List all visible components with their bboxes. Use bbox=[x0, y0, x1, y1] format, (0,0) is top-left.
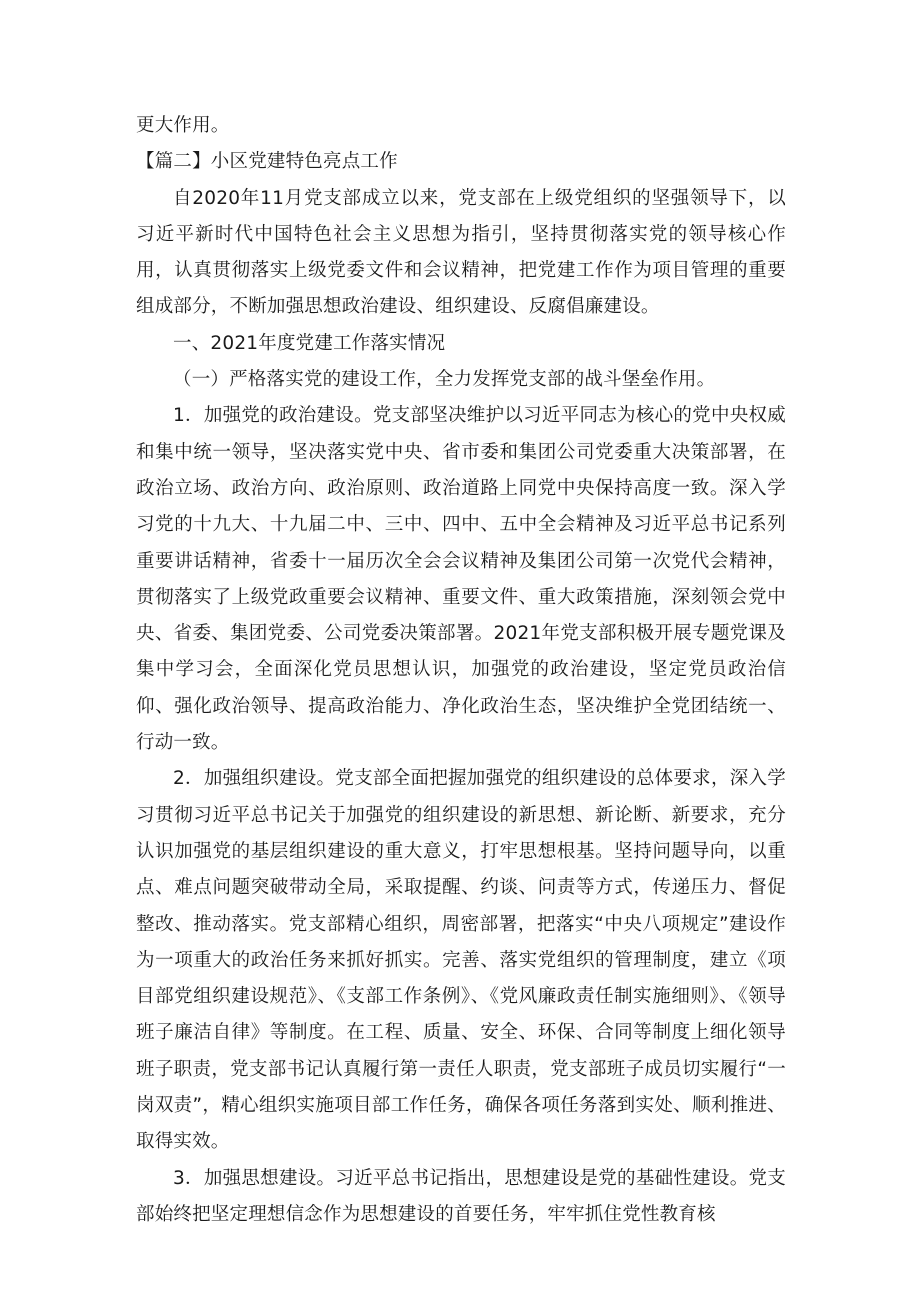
section-heading-part-two: 【篇二】小区党建特色亮点工作 bbox=[136, 151, 398, 173]
paragraph-continuation: 更大作用。 bbox=[136, 115, 230, 136]
subheading-party-building: （一）严格落实党的建设工作，全力发挥党支部的战斗堡垒作用。 bbox=[173, 369, 716, 391]
document-body bbox=[136, 108, 786, 1233]
heading-2021-implementation: 一、2021年度党建工作落实情况 bbox=[173, 332, 446, 354]
paragraph-political-building: 1．加强党的政治建设。党支部坚决维护以习近平同志为核心的党中央权威和集中统一领导，坚决落实党中央、省市委和集团公司党委重大决策部署，在政治立场、政治方向、政治原则、政治道路上同党中央保持高度一致。深入学习党的十九大、十九届二中、三中、四中、五中全会精神及习近平总书记系列重要讲话精神，省委十一届历次全会会议精神及集团公司第一次党代会精神，贯彻落实了上级党政重要会议精神、重要文件、重大政策措施，深刻领会党中央、省委、集团党委、公司党委决策部署。2021年党支部积极开展专题党课及集中学习会，全面深化党员思想认识，加强党的政治建设，坚定党员政治信仰、强化政治领导、提高政治能力、净化政治生态，坚决维护全党团结统一、行动一致。 bbox=[136, 405, 786, 754]
paragraph-organization-building: 2．加强组织建设。党支部全面把握加强党的组织建设的总体要求，深入学习贯彻习近平总书记关于加强党的组织建设的新思想、新论断、新要求，充分认识加强党的基层组织建设的重大意义，打牢思想根基。坚持问题导向，以重点、难点问题突破带动全局，采取提醒、约谈、问责等方式，传递压力、督促整改、推动落实。党支部精心组织，周密部署，把落实“中央八项规定”建设作为一项重大的政治任务来抓好抓实。完善、落实党组织的管理制度，建立《项目部党组织建设规范》、《支部工作条例》、《党风廉政责任制实施细则》、《领导班子廉洁自律》等制度。在工程、质量、安全、环保、合同等制度上细化领导班子职责，党支部书记认真履行第一责任人职责，党支部班子成员切实履行“一岗双责”，精心组织实施项目部工作任务，确保各项任务落到实处、顺利推进、取得实效。 bbox=[136, 768, 786, 1153]
paragraph-ideological-building: 3．加强思想建设。习近平总书记指出，思想建设是党的基础性建设。党支部始终把坚定理想信念作为思想建设的首要任务，牢牢抓住党性教育核 bbox=[136, 1167, 786, 1225]
paragraph-intro: 自2020年11月党支部成立以来，党支部在上级党组织的坚强领导下，以习近平新时代中国特色社会主义思想为指引，坚持贯彻落实党的领导核心作用，认真贯彻落实上级党委文件和会议精神，把党建工作作为项目管理的重要组成部分，不断加强思想政治建设、组织建设、反腐倡廉建设。 bbox=[136, 187, 786, 318]
